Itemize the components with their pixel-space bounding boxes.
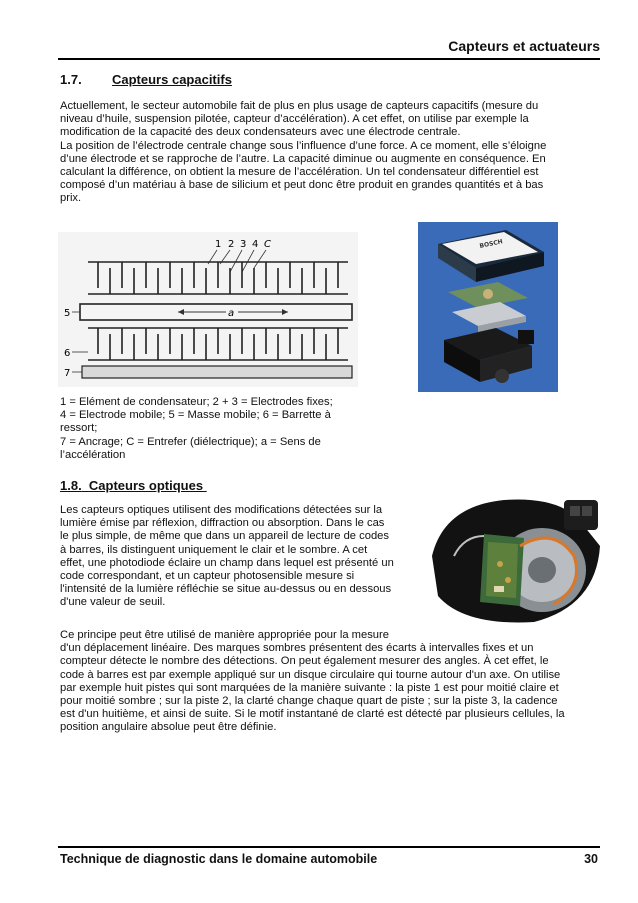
section-heading-1-7 [60,72,232,87]
caption-line: 4 = Electrode mobile; 5 = Masse mobile; 6 = Barrette à [60,409,331,422]
text-line: code à barres est par exemple appliqué sur un disque circulaire qui tourne autour d'un axe. On utilise [60,668,561,681]
text-line: position angulaire absolue peut être définie. [60,721,277,734]
page-number: 30 [584,852,598,866]
label-1: 1 [215,239,222,250]
caption-line: 7 = Ancrage; C = Entrefer (diélectrique); a = Sens de [60,435,321,448]
caption-line: l’accélération [60,448,126,461]
label-3: 3 [240,239,247,250]
running-header: Capteurs et actuateurs [448,38,600,54]
optical-sensor-photo [424,486,602,628]
section2-paragraph1 [60,504,410,610]
caption-line: ressort; [60,422,98,435]
label-4: 4 [252,239,259,250]
text-line: est d'un huitième, et ainsi de suite. Si le motif instantané de clarté est détecté par plusieurs cellules, la [60,708,565,721]
section-number: 1.8. [60,478,82,493]
text-line: lumière émise par réflexion, diffraction ou absorption. Dans le cas [60,517,385,530]
label-5: 5 [64,308,71,319]
text-line: Actuellement, le secteur automobile fait de plus en plus usage de capteurs capacitifs (mesure du [60,100,539,112]
label-a: a [228,308,235,319]
label-c: C [264,239,271,250]
header-rule [58,58,600,60]
section-title: Capteurs optiques [88,478,204,493]
figure1-caption [60,396,360,462]
text-line: calculant la différence, on obtient la mesure de l’accélération. Un tel condensateur différentiel est [60,166,539,179]
footer-rule [58,846,600,848]
section-heading-1-8 [60,478,207,493]
section-number: 1.7. [60,72,82,87]
caption-line: 1 = Elément de condensateur; 2 + 3 = Electrodes fixes; [60,396,333,408]
label-6: 6 [64,348,71,359]
text-line: effet, une photodiode éclaire un champ dans lequel est présenté un [60,556,394,569]
section2-paragraph2 [60,629,610,735]
text-line: niveau d’huile, suspension pilotée, capteur d’accélération). A cet effet, on utilise par exemple la [60,113,529,126]
text-line: code correspondant, et un capteur photosensible mesure si [60,570,355,583]
text-line: d'un déplacement linéaire. Des marques sombres présentent des écarts à intervalles fixes et un [60,642,534,655]
text-line: le plus simple, de même que dans un appareil de lecture de codes [60,530,389,543]
text-line: modification de la capacité des deux condensateurs avec une électrode centrale. [60,126,461,139]
sensor-exploded-photo [418,222,558,392]
text-line: pour moitié sombre ; sur la piste 2, la clarté change chaque quart de piste ; sur la piste 3, la cadence [60,695,558,708]
text-line: l'intensité de la lumière réfléchie se situe au-dessus ou en dessous [60,583,392,596]
text-line: composé d’un matériau à base de silicium et peut donc être produit en grandes quantités et à bas [60,179,544,192]
text-line: Ce principe peut être utilisé de manière appropriée pour la mesure [60,629,389,641]
text-line: à barres, ils distinguent uniquement le clair et le sombre. A cet [60,543,368,556]
label-2: 2 [228,239,235,250]
text-line: prix. [60,192,82,205]
sensor-brand-text: BOSCH [478,238,504,250]
text-line: par exemple huit pistes qui sont marquées de la manière suivante : la piste 1 est pour moitié claire et [60,681,559,694]
capacitor-diagram [58,232,358,387]
section1-paragraph [60,100,610,206]
section-title: Capteurs capacitifs [112,72,232,87]
text-line: La position de l’électrode centrale change sous l’influence d’une force. A ce moment, elle s’éloigne [60,139,547,152]
text-line: d'une valeur de seuil. [60,596,166,609]
footer-title: Technique de diagnostic dans le domaine automobile [60,852,378,866]
text-line: compteur détecte le nombre des détections. On peut également mesurer des angles. À cet effet, le [60,655,549,668]
text-line: d’une électrode et se rapproche de l’autre. La capacité diminue ou augmente en conséquence. En [60,152,546,165]
text-line: Les capteurs optiques utilisent des modifications détectées sur la [60,504,383,516]
label-7: 7 [64,368,71,379]
